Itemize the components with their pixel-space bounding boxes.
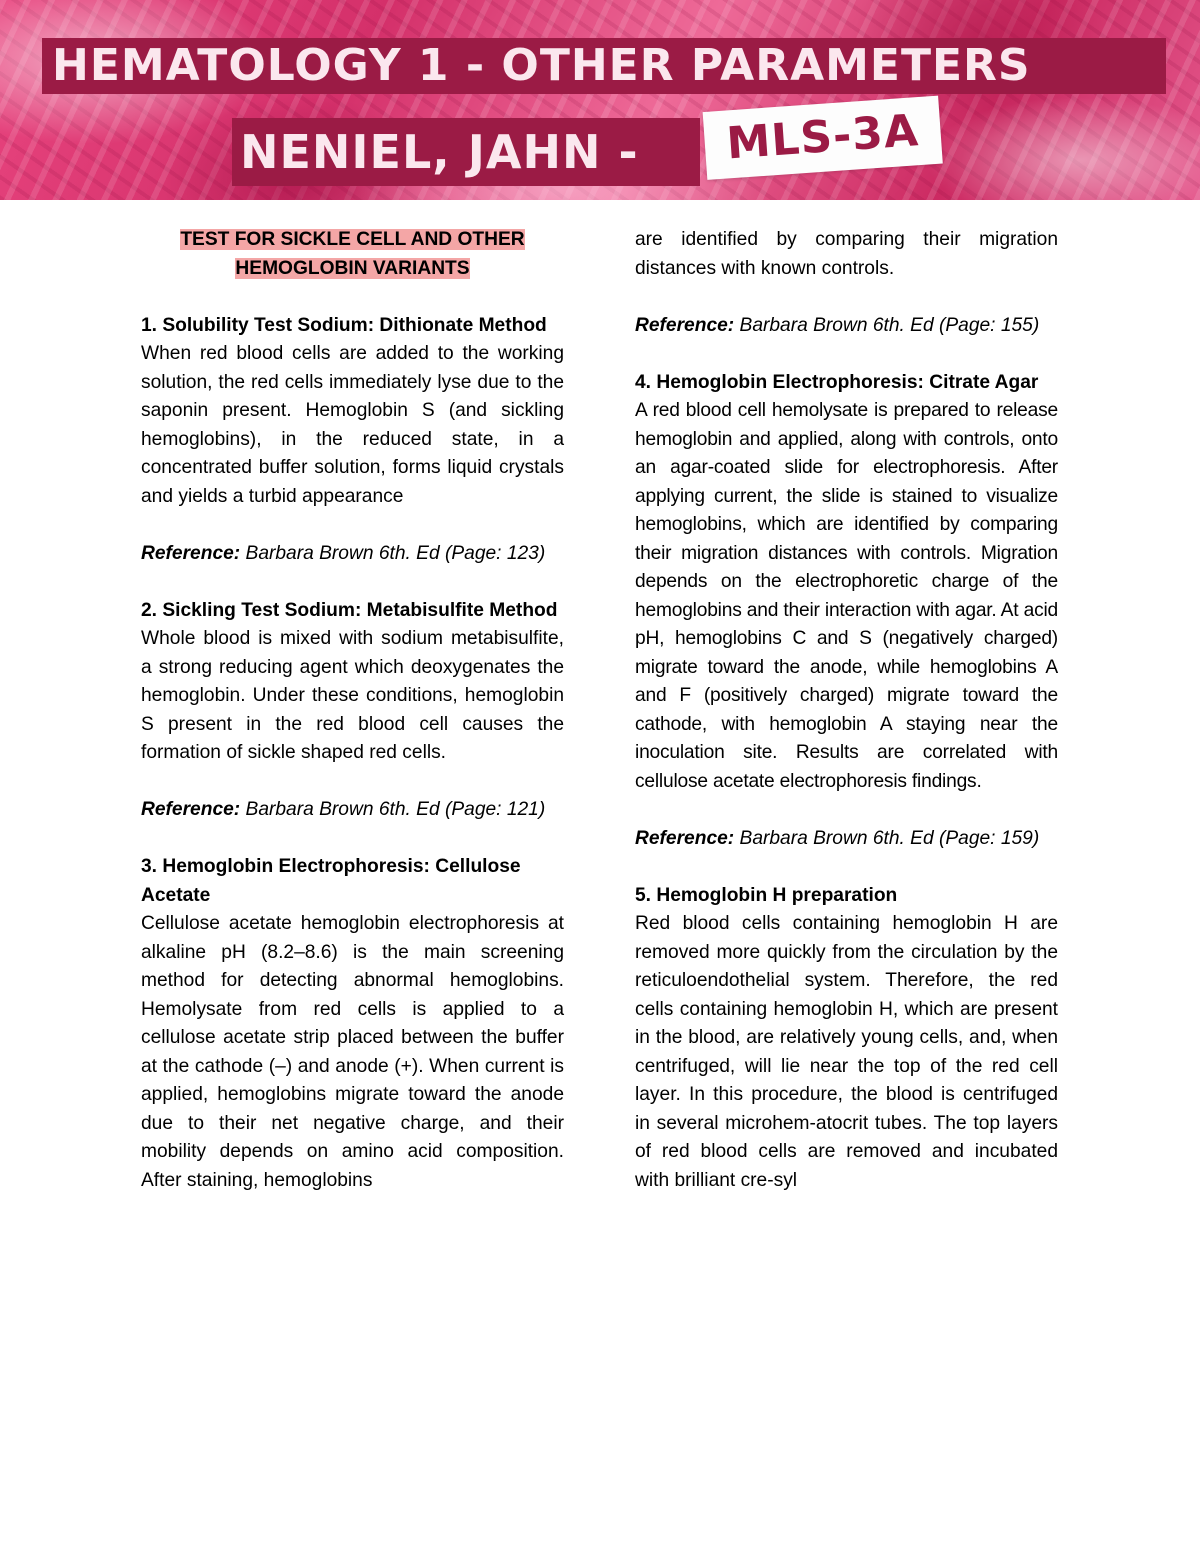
section-tag <box>703 96 943 180</box>
reference <box>635 312 1058 341</box>
test-body: When red blood cells are added to the working solution, the red cells immediately lyse due to the saponin present. Hemoglobin S (and sickling hemoglobins), in the reduced state, in a concentrated buffer solution, forms liquid crystals and yields a turbid appearance <box>141 343 564 507</box>
section-heading <box>141 226 564 283</box>
heading-line-2: HEMOGLOBIN VARIANTS <box>235 257 470 279</box>
test-title: 1. Solubility Test Sodium: Dithionate Method <box>141 314 547 336</box>
reference <box>635 825 1058 854</box>
test-body: Red blood cells containing hemoglobin H are removed more quickly from the circulation by the reticuloendothelial system. Therefore, the red cells containing hemoglobin H, which are present in the blood, are relatively young cells, and, when centrifuged, will lie near the top of the red cell layer. In this procedure, the blood is centrifuged in several microhem-atocrit tubes. The top layers of red blood cells are removed and incubated with brilliant cre-syl <box>635 913 1058 1191</box>
right-column <box>635 226 1058 1195</box>
test-body: A red blood cell hemolysate is prepared to release hemoglobin and applied, along with controls, onto an agar-coated slide for electrophoresis. After applying current, the slide is stained to visualize hemoglobins, which are identified by comparing their migration distances with controls. Migration depends on the electrophoretic charge of the hemoglobins and their interaction with agar. At acid pH, hemoglobins C and S (negatively charged) migrate toward the anode, while hemoglobins A and F (positively charged) migrate toward the cathode, with hemoglobin A staying near the inoculation site. Results are correlated with cellulose acetate electrophoresis findings. <box>635 400 1058 792</box>
reference-label: Reference: <box>141 799 241 820</box>
reference-text: Barbara Brown 6th. Ed (Page: 121) <box>240 799 546 820</box>
author-name: NENIEL, JAHN - <box>240 125 639 179</box>
test-title: 5. Hemoglobin H preparation <box>635 884 898 906</box>
reference-label: Reference: <box>635 314 735 336</box>
reference-label: Reference: <box>141 542 241 564</box>
test-title: 4. Hemoglobin Electrophoresis: Citrate Agar <box>635 371 1039 393</box>
test-title: 2. Sickling Test Sodium: Metabisulfite Method <box>141 599 558 621</box>
left-column <box>141 226 564 1195</box>
reference-label: Reference: <box>635 827 735 849</box>
header-banner <box>0 0 1200 200</box>
reference-text: Barbara Brown 6th. Ed (Page: 155) <box>734 314 1040 336</box>
test-title: 3. Hemoglobin Electrophoresis: Cellulose Acetate <box>141 856 521 906</box>
heading-line-1: TEST FOR SICKLE CELL AND OTHER <box>180 229 525 250</box>
test-body: Whole blood is mixed with sodium metabisulfite, a strong reducing agent which deoxygenates the hemoglobin. Under these conditions, hemoglobin S present in the red blood cell causes the formation of sickle shaped red cells. <box>141 628 564 763</box>
reference <box>141 540 564 569</box>
section-tag-label: MLS-3A <box>724 105 921 170</box>
test-body: Cellulose acetate hemoglobin electrophoresis at alkaline pH (8.2–8.6) is the main screening method for detecting abnormal hemoglobins. Hemolysate from red cells is applied to a cellulose acetate strip placed between the buffer at the cathode (–) and anode (+). When current is applied, hemoglobins migrate toward the anode due to their net negative charge, and their mobility depends on amino acid composition. After staining, hemoglobins <box>141 913 564 1191</box>
reference-text: Barbara Brown 6th. Ed (Page: 123) <box>240 542 546 564</box>
reference-text: Barbara Brown 6th. Ed (Page: 159) <box>734 827 1040 849</box>
test-body-continued: are identified by comparing their migration distances with known controls. <box>635 229 1058 279</box>
reference <box>141 796 564 825</box>
document-title: HEMATOLOGY 1 - OTHER PARAMETERS <box>52 40 1031 91</box>
